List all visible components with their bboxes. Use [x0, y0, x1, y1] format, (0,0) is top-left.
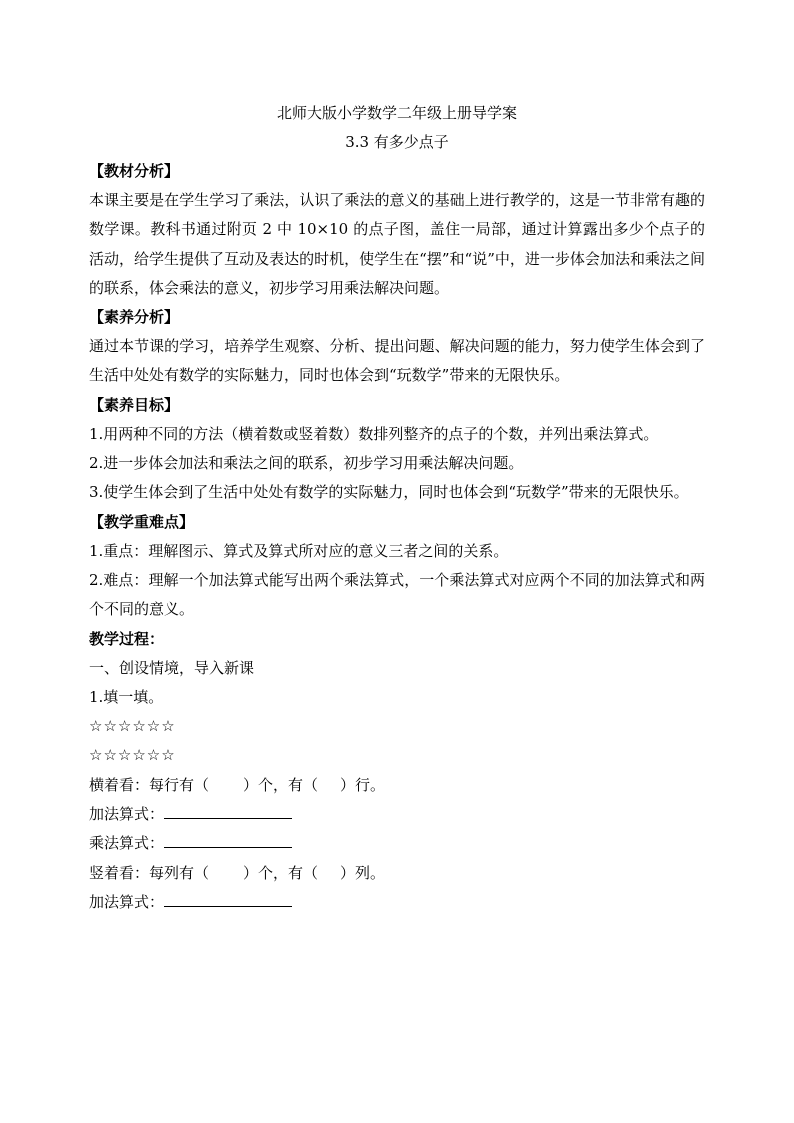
- addition-formula-label: 加法算式：: [89, 892, 165, 911]
- addition-formula-line: [89, 800, 705, 829]
- textbook-analysis-heading: 【教材分析】: [89, 162, 180, 180]
- star-row: ☆☆☆☆☆☆: [89, 746, 176, 765]
- literacy-goals-heading: 【素养目标】: [89, 395, 180, 414]
- document-content: [89, 99, 705, 917]
- addition-formula-line: [89, 888, 705, 917]
- literacy-goal-item: 2.进一步体会加法和乘法之间的联系，初步学习用乘法解决问题。: [89, 454, 524, 473]
- key-points-heading: 【教学重难点】: [89, 512, 195, 531]
- teaching-process-heading: 教学过程：: [89, 629, 165, 648]
- vertical-question-part3: ）列。: [340, 863, 386, 882]
- horizontal-question-part2: ）个，有（: [243, 775, 319, 794]
- literacy-analysis-body: 通过本节课的学习，培养学生观察、分析、提出问题、解决问题的能力，努力使学生体会到了生活中处处有数学的实际魅力，同时也体会到“玩数学”带来的无限快乐。: [89, 337, 705, 385]
- vertical-question-part1: 竖着看：每列有（: [89, 863, 210, 882]
- document-title: 北师大版小学数学二年级上册导学案: [276, 104, 517, 122]
- multiplication-formula-label: 乘法算式：: [89, 834, 165, 853]
- vertical-question: [89, 859, 705, 888]
- answer-blank[interactable]: [164, 804, 292, 819]
- lesson-subtitle: 3.3 有多少点子: [345, 133, 449, 151]
- literacy-goal-item: 3.使学生体会到了生活中处处有数学的实际魅力，同时也体会到“玩数学”带来的无限快乐。: [89, 483, 689, 502]
- horizontal-question-part3: ）行。: [340, 775, 386, 794]
- task-fill-in: 1.填一填。: [89, 687, 164, 706]
- answer-blank[interactable]: [164, 892, 292, 907]
- literacy-analysis-heading: 【素养分析】: [89, 308, 180, 327]
- horizontal-question-part1: 横着看：每行有（: [89, 775, 210, 794]
- star-row: ☆☆☆☆☆☆: [89, 717, 176, 736]
- literacy-goal-item: 1.用两种不同的方法（横着数或竖着数）数排列整齐的点子的个数，并列出乘法算式。: [89, 424, 659, 443]
- answer-blank[interactable]: [164, 833, 292, 848]
- multiplication-formula-line: [89, 829, 705, 858]
- key-point-item: 2.难点：理解一个加法算式能写出两个乘法算式，一个乘法算式对应两个不同的加法算式和两个不同的意义。: [89, 570, 705, 619]
- key-point-item: 1.重点：理解图示、算式及算式所对应的意义三者之间的关系。: [89, 541, 509, 560]
- addition-formula-label: 加法算式：: [89, 805, 165, 824]
- textbook-analysis-body: 本课主要是在学生学习了乘法，认识了乘法的意义的基础上进行教学的，这是一节非常有趣的数学课。教科书通过附页 2 中 10×10 的点子图，盖住一局部，通过计算露出多少个点子的活动，给学生提供了互动及表达的时机，使学生在“摆”和“说”中，进一步体会加法和乘法之间的联系，体会乘法的意义，初步学习用乘法解决问题。: [89, 191, 705, 297]
- step-one-title: 一、创设情境，导入新课: [89, 658, 255, 677]
- horizontal-question: [89, 771, 705, 800]
- vertical-question-part2: ）个，有（: [243, 863, 319, 882]
